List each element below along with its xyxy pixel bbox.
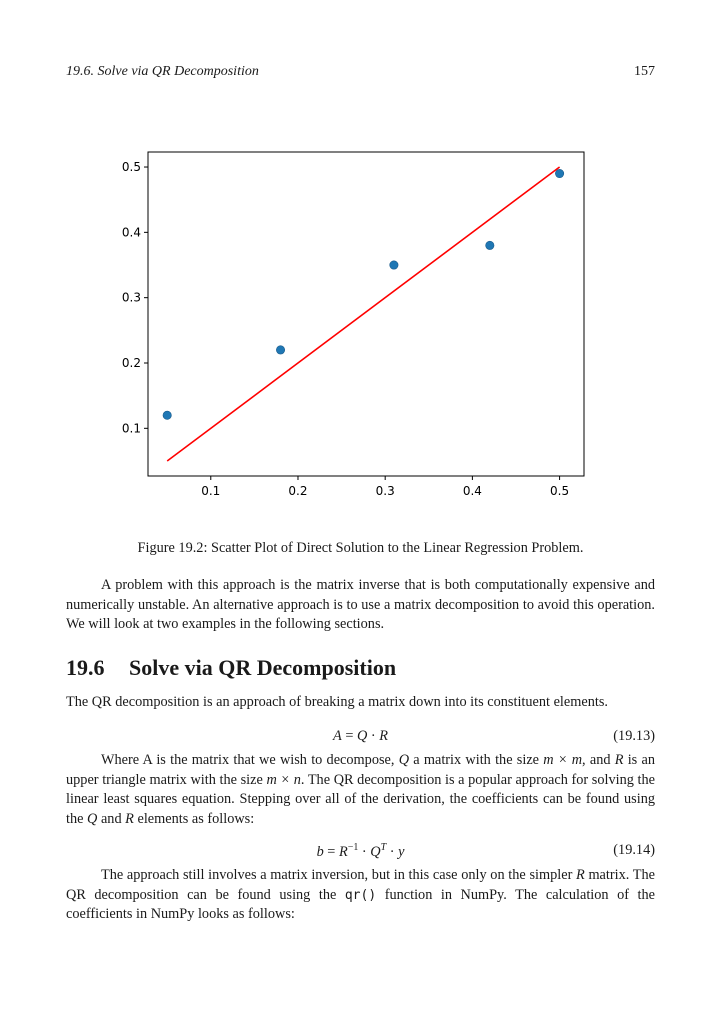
para3-math: Q bbox=[87, 810, 98, 827]
para4-math: R bbox=[576, 867, 585, 883]
equation-tag: (19.13) bbox=[613, 728, 655, 744]
equation-tag: (19.14) bbox=[613, 842, 655, 858]
para4-text: The approach still involves a matrix inversion, but in this case only on the simpler bbox=[101, 867, 577, 883]
x-tick-label: 0.2 bbox=[288, 484, 308, 498]
figure-caption: Figure 19.2: Scatter Plot of Direct Solution to the Linear Regression Problem. bbox=[137, 540, 584, 556]
scatter-chart bbox=[108, 144, 598, 509]
y-tick-label: 0.1 bbox=[121, 421, 141, 436]
eq1-dot: · bbox=[367, 728, 380, 744]
data-point bbox=[555, 169, 563, 177]
y-tick-label: 0.4 bbox=[121, 225, 141, 240]
running-title: 19.6. Solve via QR Decomposition bbox=[66, 64, 259, 79]
x-tick-label: 0.5 bbox=[550, 484, 570, 498]
eq2-r-sup: −1 bbox=[347, 842, 359, 853]
para3-math: m × n bbox=[266, 771, 301, 788]
para4-text: function in NumPy. The calculation of the coefficients in NumPy looks as follows: bbox=[66, 886, 656, 922]
section-heading bbox=[66, 655, 396, 681]
regression-line bbox=[167, 167, 559, 461]
paragraph-1: A problem with this approach is the matrix inverse that is both computationally expensive and numerically unstable. An alternative approach is to use a matrix decomposition to avoid this operation. We will look at two examples in the following sections. bbox=[66, 577, 655, 632]
page-header bbox=[66, 64, 655, 84]
para3-text: a matrix with the size bbox=[409, 752, 544, 768]
section-title: Solve via QR Decomposition bbox=[129, 655, 397, 680]
x-tick-label: 0.4 bbox=[462, 484, 482, 498]
para3-text: and bbox=[97, 810, 126, 827]
data-point bbox=[163, 411, 171, 419]
para3-math: m × m bbox=[543, 752, 583, 768]
y-tick-label: 0.5 bbox=[121, 160, 141, 175]
eq2-r: R bbox=[338, 843, 348, 860]
para3-math: R bbox=[125, 810, 134, 827]
para3-math: R bbox=[614, 752, 624, 768]
eq1-lhs: A bbox=[333, 728, 342, 744]
para3-text: is an upper triangle matrix with the size bbox=[66, 752, 655, 788]
para4-text: matrix. The QR decomposition can be found using the bbox=[66, 867, 655, 903]
para3-math: Q bbox=[398, 752, 410, 768]
y-tick-label: 0.3 bbox=[121, 290, 141, 305]
eq2-q-sup: T bbox=[380, 842, 387, 853]
data-point bbox=[390, 261, 398, 269]
section-number: 19.6 bbox=[66, 655, 105, 680]
plot-frame bbox=[148, 152, 584, 476]
paragraph-2: The QR decomposition is an approach of breaking a matrix down into its constituent elements. bbox=[66, 694, 608, 710]
data-point bbox=[486, 241, 494, 249]
para3-text: . The QR decomposition is a popular approach for solving the linear least squares equation. Stepping over all of the derivation, the coefficients can be found using the bbox=[66, 771, 656, 827]
eq2-lhs: b bbox=[316, 843, 324, 860]
page-number: 157 bbox=[634, 64, 655, 79]
eq1-op: = bbox=[341, 728, 357, 744]
inline-code: qr() bbox=[344, 887, 377, 903]
eq2-dot: · bbox=[358, 843, 371, 860]
equation-19-14 bbox=[66, 842, 655, 864]
data-point bbox=[276, 346, 284, 354]
equation-19-13 bbox=[66, 728, 655, 750]
eq1-q: Q bbox=[356, 728, 368, 744]
eq1-r: R bbox=[379, 728, 388, 744]
para3-text: , and bbox=[582, 752, 615, 768]
eq2-y: y bbox=[398, 843, 405, 860]
para3-text: Where A is the matrix that we wish to decompose, bbox=[101, 752, 399, 768]
x-tick-label: 0.3 bbox=[375, 484, 395, 498]
x-tick-label: 0.1 bbox=[201, 484, 221, 498]
eq2-dot: · bbox=[386, 843, 399, 860]
y-tick-label: 0.2 bbox=[121, 355, 141, 370]
paragraph-3 bbox=[66, 751, 655, 829]
eq2-op: = bbox=[323, 843, 339, 860]
paragraph-4 bbox=[66, 866, 655, 925]
para3-text: elements as follows: bbox=[133, 810, 255, 827]
eq2-q: Q bbox=[370, 843, 381, 860]
